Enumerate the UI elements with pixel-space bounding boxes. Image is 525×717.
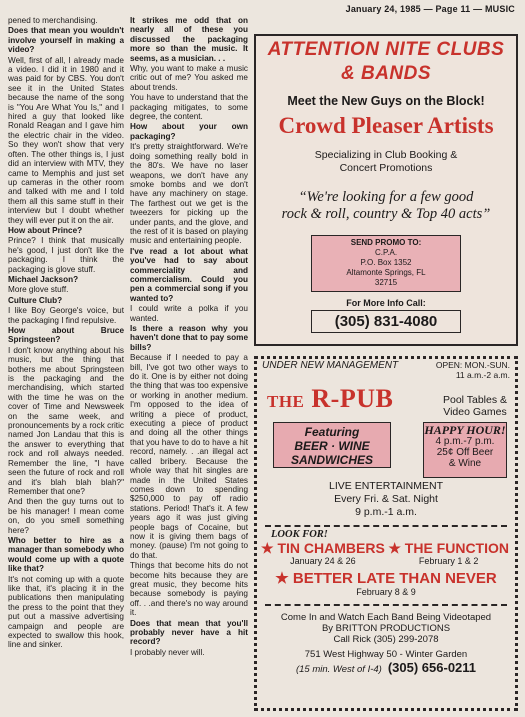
look-for-label: LOOK FOR! [271, 529, 328, 540]
band-dates: February 1 & 2 [418, 556, 479, 566]
promo-line-1: C.P.A. [374, 248, 398, 257]
interview-answer: Things that become hits do not become hits because they are great music, they become hits because somebody is paying off. . .and there's no way around it. [130, 561, 248, 618]
happy-hour-time: 4 p.m.-7 p.m. [435, 436, 495, 447]
interview-answer: More glove stuff. [8, 285, 69, 295]
featuring-line-2: BEER · WINE [294, 439, 370, 453]
live-line-1: LIVE ENTERTAINMENT [329, 480, 443, 492]
interview-answer: And then the guy turns out to be his manager! I mean come on, do you smell something here? [8, 497, 124, 535]
interview-question: Does that mean that you'll probably never have a hit record? [130, 618, 248, 647]
interview-question: How about your own packaging? [130, 122, 248, 141]
interview-answer: Prince? I think that musically he's good, I just don't like the packaging. I think the packaging is glove stuff. [8, 236, 124, 274]
interview-question: Is there a reason why you haven't done that to pay some bills? [130, 324, 248, 352]
interview-question: Culture Club? [8, 295, 63, 305]
ad-title-line-1: ATTENTION NITE CLUBS [267, 39, 505, 60]
article-column-2 [130, 16, 248, 711]
star-icon: ★ [261, 540, 274, 556]
featuring-line-1: Featuring [304, 425, 360, 439]
interview-question: How about Prince? [8, 225, 83, 235]
crowd-pleaser-ad [254, 34, 518, 346]
r-pub-logo [267, 384, 393, 418]
page-header: January 24, 1985 — Page 11 — MUSIC [345, 4, 515, 14]
opening-days: OPEN: MON.-SUN. [435, 360, 510, 370]
live-line-3: 9 p.m.-1 a.m. [355, 506, 417, 518]
featuring-box [273, 422, 391, 468]
band-the-function [388, 541, 509, 567]
band-dates: February 8 & 9 [356, 587, 416, 597]
interview-answer: It's not coming up with a quote like that, it's placing it in the publications then manipulating the press to the point that they put out a massive advertising campaign and people are expected to swallow this hook, line and sinker. [8, 574, 124, 650]
ad-footer [257, 612, 515, 675]
management-label: UNDER NEW MANAGEMENT [262, 360, 399, 371]
promo-address-box [311, 235, 461, 292]
footer-line-1: Come In and Watch Each Band Being Videotaped [280, 612, 492, 623]
interview-answer: Why, you want to make a music critic out of me? You asked me about trends. [130, 64, 248, 92]
ad-specialty-line-1: Specializing in Club Booking & [314, 149, 458, 161]
band-name: THE FUNCTION [404, 540, 509, 556]
r-pub-logo-the: THE [267, 392, 305, 411]
ad-specialty [256, 149, 516, 175]
r-pub-ad [254, 356, 518, 711]
footer-line-2: By BRITTON PRODUCTIONS [321, 623, 451, 634]
ad-tagline: Meet the New Guys on the Block! [287, 94, 485, 108]
band-better-late-than-never [257, 571, 515, 598]
promo-line-4: 32715 [374, 278, 398, 287]
promo-line-2: P.O. Box 1352 [360, 258, 412, 267]
ad-specialty-line-2: Concert Promotions [339, 162, 433, 174]
ad-info-label: For More Info Call: [346, 298, 426, 308]
footer-directions: (15 min. West of I-4) [295, 664, 382, 675]
promo-line-3: Altamonte Springs, FL [346, 268, 426, 277]
interview-answer: You have to understand that the packaging mitigates, to some degree, the content. [130, 93, 248, 122]
happy-hour-deal: 25¢ Off Beer [436, 447, 494, 458]
interview-answer: I like Boy George's voice, but the packaging I find repulsive. [8, 306, 124, 325]
interview-question: Who better to hire as a manager than somebody who would come up with a quote like that? [8, 535, 124, 574]
interview-question: Does that mean you wouldn't involve yourself in making a video? [8, 26, 124, 55]
happy-hour-deal-2: & Wine [448, 458, 482, 469]
pool-line-2: Video Games [443, 406, 507, 418]
happy-hour-title: HAPPY HOUR! [424, 423, 506, 437]
ad-quote [256, 189, 516, 223]
band-name: TIN CHAMBERS [277, 540, 385, 556]
pool-line-1: Pool Tables & [442, 394, 507, 406]
ad-company-name: Crowd Pleaser Artists [278, 113, 494, 138]
footer-address: 751 West Highway 50 - Winter Garden [304, 649, 468, 660]
featuring-line-3: SANDWICHES [290, 453, 373, 467]
interview-answer: Well, first of all, I already made a video. I did it in 1980 and it was paid for by CBS. You don't see it in the United States because the name of the song is "You Are What You Is," and I hired a guy that looked like Ronald Reagan and I gave him the electric chair in the video. So they won't show that very often. The other things is, I just did an interview with MTV, they came to Memphis and just set up cameras in the other room and talked with me and I told them all this same stuff in their interview but I doubt whether they will ever put it on the air. [8, 55, 124, 225]
interview-question: It strikes me odd that on nearly all of these you discussed the packaging more so than the music. It seems, as a musician. . . [130, 16, 248, 63]
interview-question: I've read a lot about what you've had to say about commerciality and commercialism. Could you pen a commercial song if you wanted to? [130, 246, 248, 303]
ad-phone-number: (305) 831-4080 [311, 310, 461, 333]
ad-quote-line-1: “We're looking for a few good [298, 189, 474, 205]
interview-answer: pened to merchandising. [8, 16, 98, 25]
opening-hours [436, 360, 510, 380]
opening-times: 11 a.m.-2 a.m. [455, 370, 510, 380]
star-icon: ★ [275, 570, 289, 587]
r-pub-logo-name: R-PUB [311, 384, 394, 413]
interview-answer: I probably never will. [130, 647, 205, 657]
live-line-2: Every Fri. & Sat. Night [334, 493, 438, 505]
band-name: BETTER LATE THAN NEVER [292, 570, 497, 587]
interview-question: Michael Jackson? [8, 274, 79, 284]
interview-answer: Because if I needed to pay a bill, I've got two other ways to do it. One is by either not doing the thing that was too expensive or working in another medium. I'm opposed to the idea of writing a piece of product, executing a piece of product and doing all the other things that you have to do to have a hit record, namely. . .an illegal act called bribery. Because the whole way that hit singles are made in the United States comes down to spending $250,000 to pay off radio stations. Period! That's it. A few years ago it was just giving people bags of Cocaine, but now it is giving them bags of money. (pause) I'm not going to do that. [130, 353, 248, 560]
happy-hour-box [423, 422, 507, 478]
interview-answer: I could write a polka if you wanted. [130, 304, 248, 323]
article-column-1 [8, 16, 124, 711]
interview-answer: It's pretty straightforward. We're doing something really bold in the 80's. We have no laser weapons, we don't have any smoke bombs and we don't have any machinery on stage. The farthest out we get is the tweezers for picking up the under pants, and the glove, and the rest of it is based on playing music and entertaining people. [130, 142, 248, 246]
interview-answer: I don't know anything about his music, but the thing that bothers me about Springsteen is the packaging and the merchandising, which started with the time he was on the cover of Time and Newsweek on the same week, and pronouncements by a rock critic named Jon Landau that this is the answer to everything that rock and roll always needed. Remember the line, "I have seen the future of rock and roll and it's blah blah blah?" Remember that one? [8, 345, 124, 496]
footer-phone: (305) 656-0211 [387, 660, 477, 675]
footer-line-3: Call Rick (305) 299-2078 [333, 634, 439, 645]
interview-question: How about Bruce Springsteen? [8, 326, 124, 345]
pool-tables-label [443, 384, 507, 418]
dashed-divider [265, 604, 507, 606]
ad-quote-line-2: rock & roll, country & Top 40 acts” [281, 206, 491, 222]
promo-heading: SEND PROMO TO: [350, 238, 422, 247]
ad-title-line-2: & BANDS [340, 63, 432, 84]
band-dates: January 24 & 26 [290, 556, 356, 566]
star-icon: ★ [388, 540, 401, 556]
live-entertainment [257, 480, 515, 519]
band-tin-chambers [261, 541, 385, 567]
